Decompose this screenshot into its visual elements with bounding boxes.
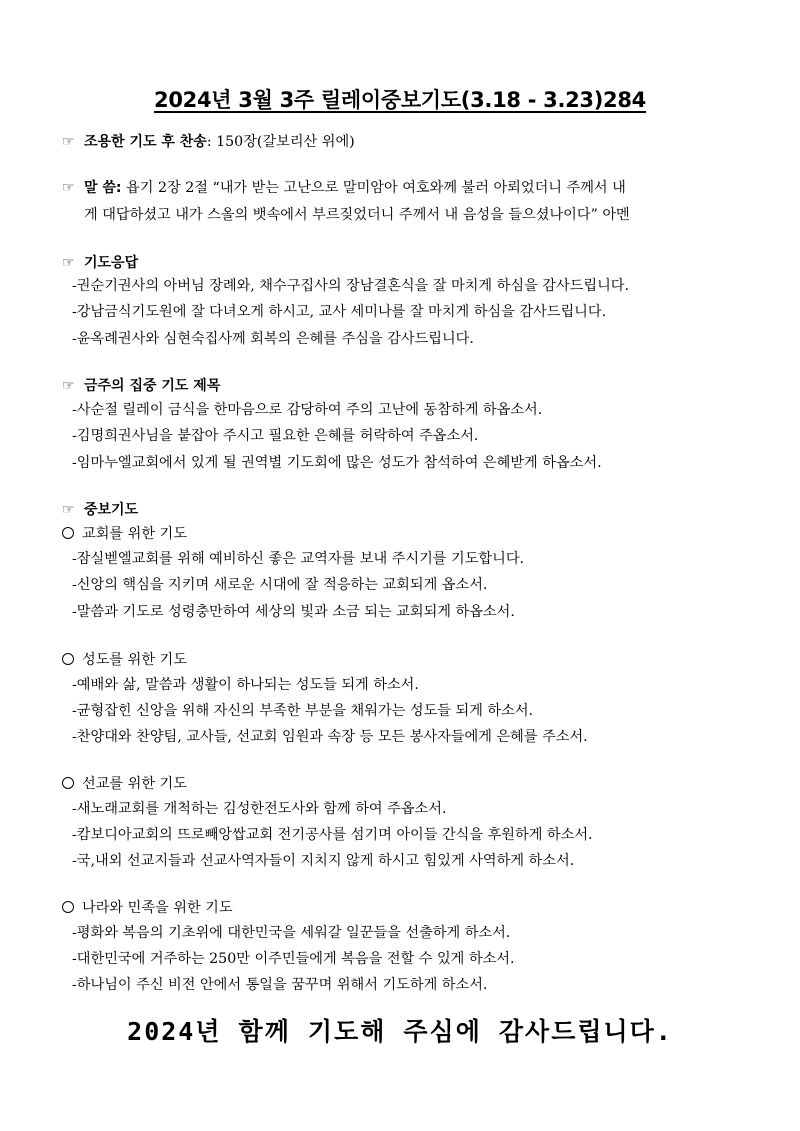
section-heading-text: 선교를 위한 기도 [82, 776, 187, 792]
pointing-hand-icon: ☞ [62, 378, 75, 394]
circle-icon [62, 527, 74, 539]
list-item: -김명희권사님을 붙잡아 주시고 필요한 은혜를 허락하여 주옵소서. [72, 428, 479, 444]
circle-icon [62, 777, 74, 789]
closing-message: 2024년 함께 기도해 주심에 감사드립니다. [127, 1017, 673, 1046]
page-title [0, 84, 800, 114]
pointing-hand-icon: ☞ [62, 180, 75, 196]
answered-label: 기도응답 [84, 255, 139, 271]
hymn-line [62, 132, 355, 152]
focus-label: 금주의 집중 기도 제목 [84, 378, 221, 394]
list-item: -사순절 릴레이 금식을 한마음으로 감당하여 주의 고난에 동참하게 하옵소서. [72, 402, 543, 418]
list-item: -하나님이 주신 비전 안에서 통일을 꿈꾸며 위해서 기도하게 하소서. [72, 977, 488, 993]
page-title-text: 2024년 3월 3주 릴레이중보기도(3.18 - 3.23)284 [154, 88, 646, 112]
hymn-text: : 150장(갈보리산 위에) [206, 134, 355, 150]
intercession-heading [62, 500, 138, 520]
list-item: -균형잡힌 신앙을 위해 자신의 부족한 부분을 채워가는 성도들 되게 하소서. [72, 703, 534, 719]
section-heading-nation [62, 898, 233, 918]
list-item: -말씀과 기도로 성령충만하여 세상의 빛과 소금 되는 교회되게 하옵소서. [72, 604, 515, 620]
answered-heading [62, 253, 138, 273]
section-heading-church [62, 524, 187, 544]
list-item: -권순기권사의 아버님 장례와, 채수구집사의 장남결혼식을 잘 마치게 하심을 감사드립니다. [72, 278, 629, 294]
list-item: -대한민국에 거주하는 250만 이주민들에게 복음을 전할 수 있게 하소서. [72, 951, 515, 967]
list-item: -윤옥례권사와 심현숙집사께 회복의 은혜를 주심을 감사드립니다. [72, 331, 474, 347]
focus-heading [62, 376, 220, 396]
word-line-1 [62, 178, 626, 198]
word-text-1: 욥기 2장 2절 “내가 받는 고난으로 말미암아 여호와께 불러 아뢰었더니 주께서 내 [121, 180, 626, 196]
list-item: -잠실벧엘교회를 위해 예비하신 좋은 교역자를 보내 주시기를 기도합니다. [72, 551, 525, 567]
section-heading-text: 교회를 위한 기도 [82, 526, 187, 542]
section-heading-text: 성도를 위한 기도 [82, 652, 187, 668]
list-item: -국,내외 선교지들과 선교사역자들이 지치지 않게 하시고 힘있게 사역하게 하소서. [72, 853, 575, 869]
list-item: -임마누엘교회에서 있게 될 권역별 기도회에 많은 성도가 참석하여 은혜받게 하옵소서. [72, 455, 602, 471]
word-label: 말 씀: [84, 180, 122, 196]
section-heading-mission [62, 774, 187, 794]
intercession-label: 중보기도 [84, 502, 139, 518]
circle-icon [62, 901, 74, 913]
section-heading-text: 나라와 민족을 위한 기도 [82, 900, 233, 916]
list-item: -예배와 삶, 말씀과 생활이 하나되는 성도들 되게 하소서. [72, 677, 419, 693]
word-line-2: 게 대답하셨고 내가 스올의 뱃속에서 부르짖었더니 주께서 내 음성을 들으셨나이다” 아멘 [84, 207, 630, 223]
pointing-hand-icon: ☞ [62, 502, 75, 518]
section-heading-saints [62, 650, 187, 670]
list-item: -캄보디아교회의 뜨로빼앙쌉교회 전기공사를 섬기며 아이들 간식을 후원하게 하소서. [72, 827, 593, 843]
list-item: -강남금식기도원에 잘 다녀오게 하시고, 교사 세미나를 잘 마치게 하심을 감사드립니다. [72, 304, 607, 320]
circle-icon [62, 653, 74, 665]
list-item: -신앙의 핵심을 지키며 새로운 시대에 잘 적응하는 교회되게 옵소서. [72, 577, 488, 593]
pointing-hand-icon: ☞ [62, 255, 75, 271]
list-item: -찬양대와 찬양팀, 교사들, 선교회 임원과 속장 등 모든 봉사자들에게 은혜를 주소서. [72, 729, 588, 745]
list-item: -새노래교회를 개척하는 김성한전도사와 함께 하여 주옵소서. [72, 801, 447, 817]
hymn-label: 조용한 기도 후 찬송 [84, 134, 207, 150]
pointing-hand-icon: ☞ [62, 134, 75, 150]
list-item: -평화와 복음의 기초위에 대한민국을 세워갈 일꾼들을 선출하게 하소서. [72, 925, 511, 941]
